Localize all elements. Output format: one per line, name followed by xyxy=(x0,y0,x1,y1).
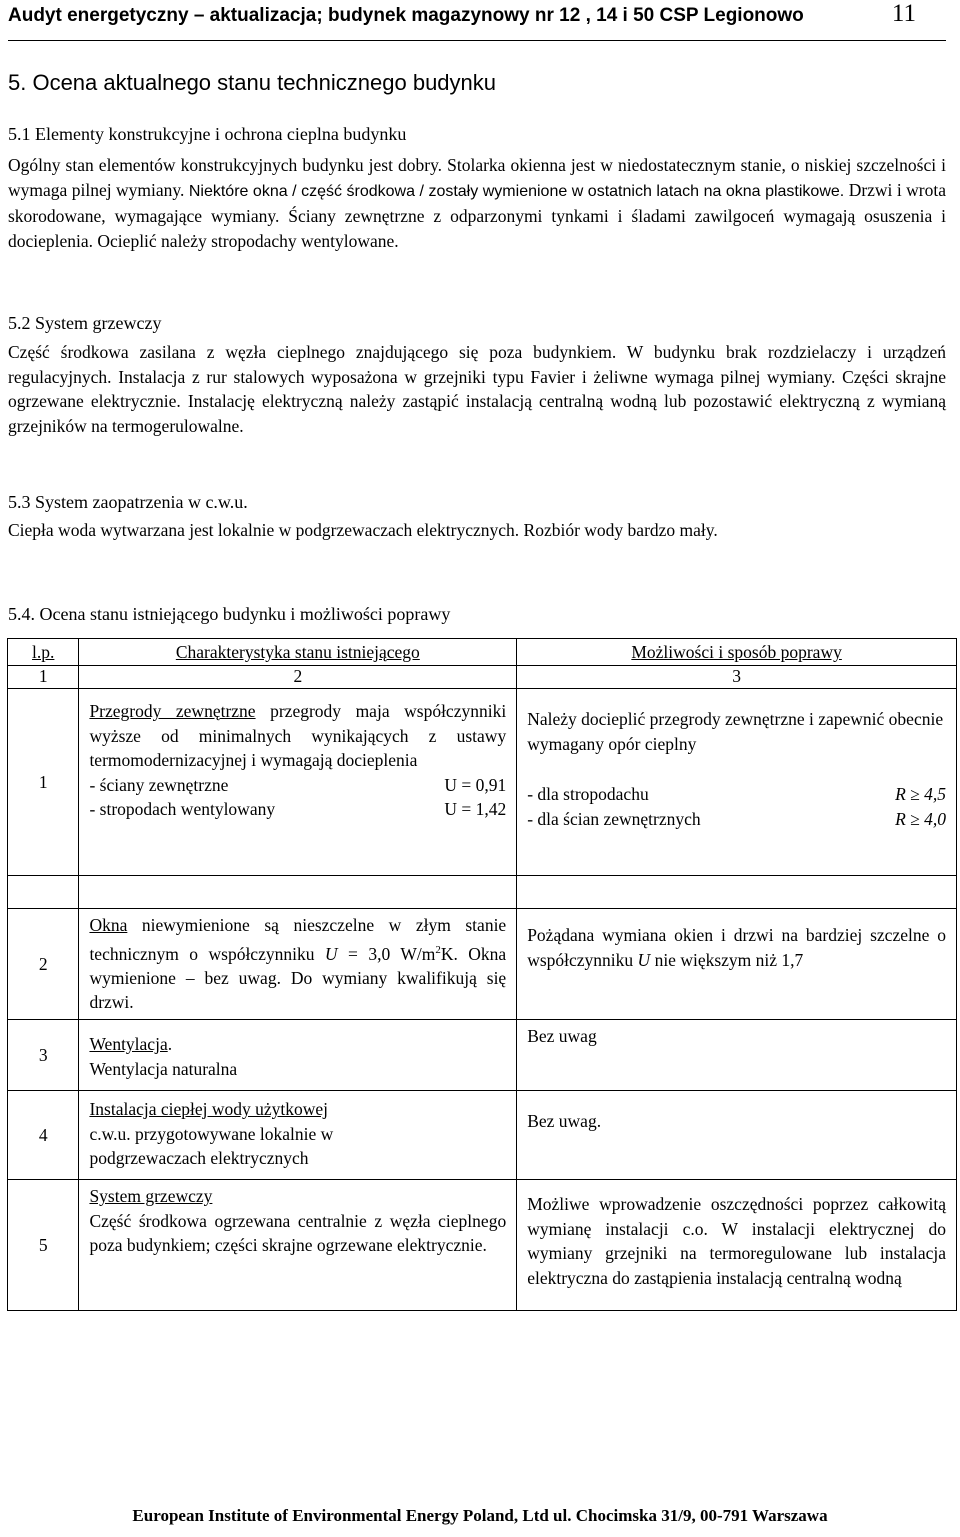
table-row xyxy=(8,1180,957,1311)
header-lp: l.p. xyxy=(8,639,79,666)
table-row xyxy=(8,909,957,1020)
row-1-title: Przegrody zewnętrzne xyxy=(89,701,256,721)
row-4-state xyxy=(79,1091,517,1180)
section-5-2-title: 5.2 System grzewczy xyxy=(8,313,162,333)
row-5-improvement xyxy=(517,1180,957,1311)
page-number: 11 xyxy=(891,0,916,27)
assessment-table xyxy=(7,638,957,1311)
header-title: Audyt energetyczny – aktualizacja; budynek magazynowy nr 12 , 14 i 50 CSP Legionowo xyxy=(8,5,804,26)
table-row xyxy=(8,689,957,876)
row-1-improve-walls: - dla ścian zewnętrznych R ≥ 4,0 xyxy=(527,808,946,829)
table-spacer-row xyxy=(8,876,957,909)
row-1-item-roof: - stropodach wentylowany U = 1,42 xyxy=(89,799,507,819)
row-1-improve-roof: - dla stropodachu R ≥ 4,5 xyxy=(527,784,946,804)
section-5-1-title: 5.1 Elementy konstrukcyjne i ochrona cieplna budynku xyxy=(8,124,407,144)
row-4-title: Instalacja ciepłej wody użytkowej xyxy=(89,1099,329,1119)
row-4-lp: 4 xyxy=(8,1091,79,1180)
row-1-improve-text: Należy docieplić przegrody zewnętrzne i zapewnić obecnie wymagany opór cieplny xyxy=(527,709,944,754)
row-2-improvement: Pożądana wymiana okien i drzwi na bardziej szczelne o współczynniku U nie większym niż 1,7 xyxy=(517,909,957,1020)
row-1-state xyxy=(79,689,517,876)
header-current-state: Charakterystyka stanu istniejącego xyxy=(79,639,517,666)
row-5-desc: Część środkowa ogrzewana centralnie z węzła cieplnego poza budynkiem; części skrajne ogrzewane elektrycznie. xyxy=(89,1210,507,1255)
row-1-desc: przegrody maja współczynniki wyższe od minimalnych wynikających z ustawy termomodernizacyjnej i wymagają docieplenia xyxy=(89,701,507,770)
header-rule xyxy=(8,40,946,41)
row-2-state: Okna niewymienione są nieszczelne w złym stanie technicznym o współczynniku U = 3,0 $W/m^2K$. Okna wymienione – bez uwag. Do wymiany kwalifikują się drzwi. xyxy=(79,909,517,1020)
row-2-title: Okna xyxy=(89,915,128,935)
column-number-2: 2 xyxy=(79,666,517,689)
row-5-improve-text: Możliwe wprowadzenie oszczędności poprzez całkowitą wymianę instalacji c.o. W instalacji elektrycznej do wymiany grzejniki na termoregulowane lub instalacja elektryczna do zastąpienia instalacją centralną wodną xyxy=(527,1194,946,1288)
row-5-title: System grzewczy xyxy=(89,1186,213,1206)
row-3-title: Wentylacja xyxy=(89,1034,168,1054)
row-5-lp: 5 xyxy=(8,1180,79,1311)
section-5-3-title: 5.3 System zaopatrzenia w c.w.u. xyxy=(8,492,248,512)
table-row xyxy=(8,1020,957,1091)
column-number-1: 1 xyxy=(8,666,79,689)
row-3-desc: Wentylacja naturalna xyxy=(89,1058,238,1079)
page-footer: European Institute of Environmental Energy Poland, Ltd ul. Chocimska 31/9, 00-791 Warszawa xyxy=(132,1506,828,1525)
table-column-number-row xyxy=(8,666,957,689)
header-improvement: Możliwości i sposób poprawy xyxy=(517,639,957,666)
section-5-2-paragraph: Część środkowa zasilana z węzła cieplnego znajdującego się poza budynkiem. W budynku brak rozdzielaczy i urządzeń regulacyjnych. Instalacja z rur stalowych wyposażona w grzejniki typu Favier i żeliwne wymaga pilnej wymiany. Części skrajne ogrzewane elektrycznie. Instalację elektryczną należy zastąpić instalacją centralną wodną lub pozostawić elektryczną z wymianą grzejników na termogerulowalne. xyxy=(8,342,946,436)
table-header-row xyxy=(8,639,957,666)
column-number-3: 3 xyxy=(517,666,957,689)
row-3-improve-text: Bez uwag xyxy=(527,1026,597,1046)
row-1-lp: 1 xyxy=(8,689,79,876)
row-4-improvement xyxy=(517,1091,957,1180)
section-5-1-text-1: Ogólny stan elementów konstrukcyjnych budynku jest dobry. Stolarka okienna jest w niedostatecznym stanie, o niskiej szczelności i wymaga pilnej wymiany. xyxy=(8,155,946,200)
row-3-state: Wentylacja. Wentylacja naturalna xyxy=(79,1020,517,1091)
row-4-desc: c.w.u. przygotowywane lokalnie w podgrzewaczach elektrycznych xyxy=(89,1123,334,1168)
section-5-1-text-3: Drzwi i wrota skorodowane, wymagające wymiany. Ściany zewnętrzne z odparzonymi tynkami i śladami zawilgoceń wymagają osuszenia i docieplenia. Ocieplić należy stropodachy wentylowane. xyxy=(8,179,947,251)
table-row xyxy=(8,1091,957,1180)
section-5-title: 5. Ocena aktualnego stanu technicznego budynku xyxy=(8,70,497,95)
section-5-3-paragraph: Ciepła woda wytwarzana jest lokalnie w podgrzewaczach elektrycznych. Rozbiór wody bardzo mały. xyxy=(8,520,718,540)
row-3-lp: 3 xyxy=(8,1020,79,1091)
section-5-4-title: 5.4. Ocena stanu istniejącego budynku i możliwości poprawy xyxy=(8,604,451,624)
row-1-improvement xyxy=(517,689,957,876)
row-5-state xyxy=(79,1180,517,1311)
row-4-improve-text: Bez uwag. xyxy=(527,1111,602,1131)
page-header xyxy=(8,0,946,40)
row-3-improvement xyxy=(517,1020,957,1091)
section-5-1-text-2: Niektóre okna / część środkowa / zostały wymienione w ostatnich latach na okna plastikowe. xyxy=(188,182,845,200)
row-1-item-walls: - ściany zewnętrzne U = 0,91 xyxy=(89,774,507,795)
row-2-lp: 2 xyxy=(8,909,79,1020)
section-5-1-paragraph xyxy=(8,153,946,253)
